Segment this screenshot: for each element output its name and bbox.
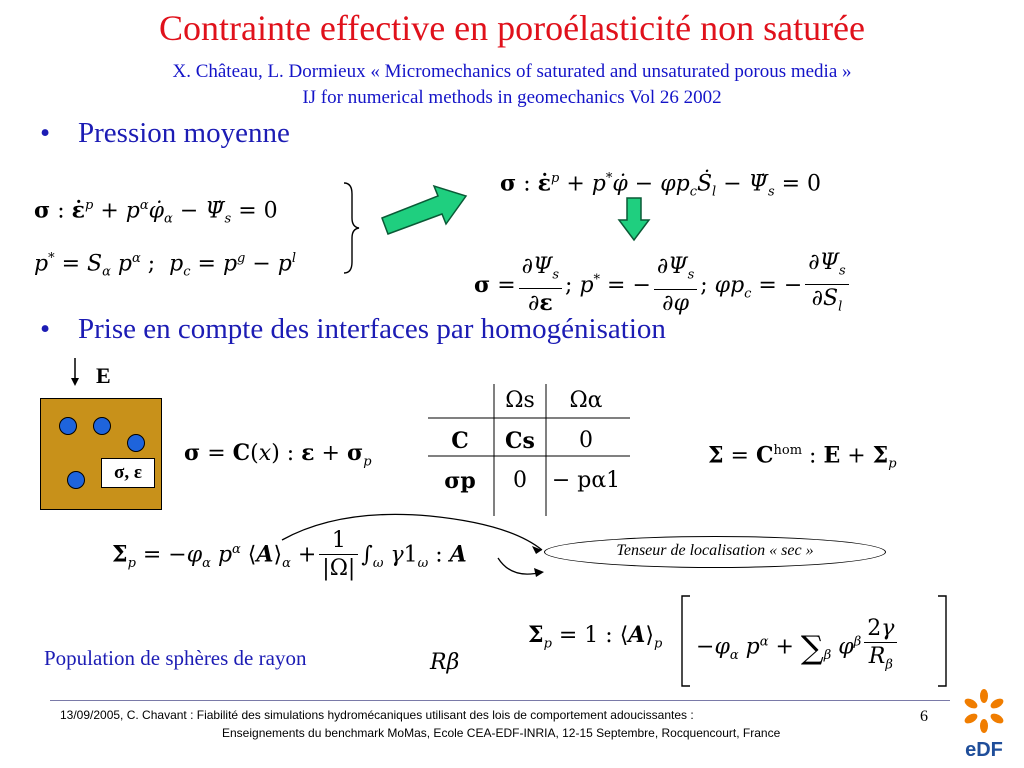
edf-logo xyxy=(954,688,1014,762)
equation-sphere-sum: $-\varphi_\alpha$ $p^\alpha + \sum_\beta$ $\varphi^\beta$ $\frac{2\gamma}{R_\beta}$ xyxy=(696,616,900,679)
bullet-dot: • xyxy=(40,117,51,149)
equation-unsaturated-balance: σ : ε̇$^p$ + p*φ̇ − $\varphi p_cṠ_l$ − $\Psi̇_s = 0$ xyxy=(500,170,822,200)
sphere xyxy=(127,434,145,452)
equation-sphere-population: $\Sigma_p = 1$ : $⟨A⟩_p$ xyxy=(528,622,663,652)
sphere xyxy=(59,417,77,435)
sphere xyxy=(93,417,111,435)
equation-local-law: σ = C(x) : $\varepsilon + \sigma_p$ xyxy=(184,440,372,470)
green-arrow-right-icon xyxy=(378,178,470,236)
callout-connector-curves xyxy=(280,506,550,586)
bullet-pression-moyenne xyxy=(40,116,290,150)
table-cell: Cs xyxy=(505,428,535,454)
table-cell: 0 xyxy=(513,468,527,493)
rve-local-fields-label: σ, ε xyxy=(101,458,155,488)
table-cell: − pα1 xyxy=(551,468,621,493)
equation-state-laws: σ = $\frac{\partial\Psi_s}{\partial\varepsilon}$ ; p* = − $\frac{\partial\Psi_s}{\partial\varphi}$ ; $\varphi p_c$ = − $\frac{\partial\Psi_s}{\partial S_l}$ xyxy=(474,250,852,322)
table-col-header: Ωα xyxy=(569,388,603,413)
page-number: 6 xyxy=(920,708,928,725)
equation-homogenised-law: $\Sigma = C^{hom}$ : $E + \Sigma_p$ xyxy=(708,442,897,472)
green-arrow-down-icon xyxy=(617,196,651,242)
bullet-label: Prise en compte des interfaces par homogénisation xyxy=(78,313,666,345)
bullet-homogenisation xyxy=(40,312,666,346)
table-cell: 0 xyxy=(579,428,593,453)
footer-line-2: Enseignements du benchmark MoMas, Ecole CEA-EDF-INRIA, 12-15 Septembre, Rocquencourt, France xyxy=(222,726,781,740)
footer-divider xyxy=(50,700,950,701)
table-row-header: σp xyxy=(444,468,476,494)
equation-pressure-definitions: $p^* = S_\alpha$ $p^\alpha$ ; $p_c = p^g - p^l$ xyxy=(34,251,297,280)
edf-sunburst-icon xyxy=(954,688,1014,734)
equation-prestress: $\Sigma_p = -\varphi_\alpha$ $p^\alpha$ $⟨A⟩_\alpha$ + $\frac{1}{|\Omega|}$ $\int_\omega$ $\gamma 1_\omega$ : A xyxy=(112,528,467,581)
left-bracket-icon xyxy=(680,594,692,688)
right-brace-icon xyxy=(340,180,364,276)
reference-line-2: IJ for numerical methods in geomechanics Vol 26 2002 xyxy=(302,87,722,108)
right-bracket-icon xyxy=(936,594,948,688)
equation-energy-balance: σ : ε̇$^p$ + $p^\alpha\varphi̇_\alpha$ − $\Psi̇_s = 0$ xyxy=(34,197,278,227)
bullet-dot: • xyxy=(40,313,51,345)
reference-line-1: X. Château, L. Dormieux « Micromechanics of saturated and unsaturated porous media » xyxy=(172,61,852,82)
bullet-label: Pression moyenne xyxy=(78,117,290,149)
population-text: Population de sphères de rayon xyxy=(44,646,307,670)
table-col-header: Ωs xyxy=(505,388,535,413)
sphere xyxy=(67,471,85,489)
macro-strain-label: E xyxy=(96,363,111,388)
table-row-header: C xyxy=(451,428,469,454)
footer-line-1: 13/09/2005, C. Chavant : Fiabilité des simulations hydromécaniques utilisant des lois de comportement adoucissantes : xyxy=(60,708,694,722)
radius-symbol: Rβ xyxy=(430,650,460,675)
slide-title: Contrainte effective en poroélasticité non saturée xyxy=(158,8,866,48)
edf-logo-text: eDF xyxy=(965,739,1003,761)
rve-box xyxy=(40,398,162,510)
localisation-tensor-callout: Tenseur de localisation « sec » xyxy=(544,536,886,568)
down-arrow-icon xyxy=(68,356,82,388)
